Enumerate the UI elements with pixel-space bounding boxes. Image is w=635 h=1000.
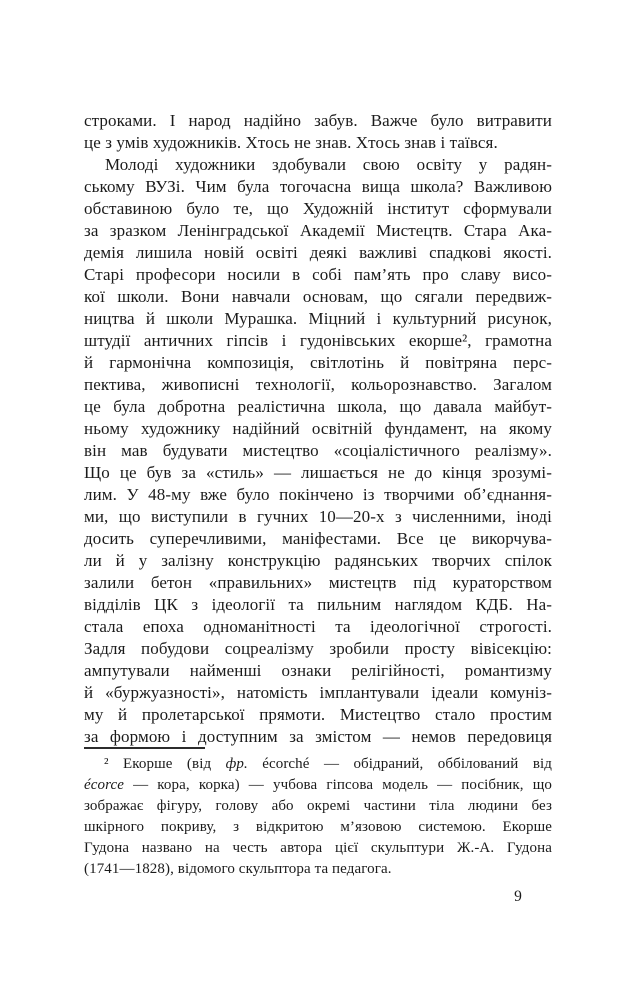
text-line: досить суперечливими, маніфестами. Все це викорчува- bbox=[84, 529, 552, 548]
footnote-text: Екорше (від bbox=[108, 756, 226, 772]
text-line: за формою і доступним за змістом — немов передовиця bbox=[84, 727, 552, 746]
text-line: Що це був за «стиль» — лишається не до кінця зрозумі- bbox=[84, 463, 552, 482]
text-line: відділів ЦК з ідеології та пильним наглядом КДБ. На- bbox=[84, 595, 552, 614]
footnote-divider bbox=[84, 747, 205, 749]
text-line: штудії античних гіпсів і гудонівських екорше², грамотна bbox=[84, 331, 552, 350]
footnote-language-abbrev: фр. bbox=[225, 756, 248, 772]
text-line: ми, що виступили в гучних 10—20-х з численними, іноді bbox=[84, 507, 552, 526]
text-line: Старі професори носили в собі пам’ять про славу висо- bbox=[84, 265, 552, 284]
footnote-line bbox=[84, 754, 552, 775]
text-line: й «буржуазності», натомість імплантували ідеали комуніз- bbox=[84, 683, 552, 702]
text-line: це була добротна реалістична школа, що давала майбут- bbox=[84, 397, 552, 416]
footnote-line: (1741—1828), відомого скульптора та педагога. bbox=[84, 861, 392, 877]
footnote-line: зображає фігуру, голову або окремі частини тіла людини без bbox=[84, 798, 552, 814]
footnote-text: — кора, корка) — учбова гіпсова модель — посібник, що bbox=[124, 777, 552, 793]
text-line: ампутували найменші ознаки релігійності, романтизму bbox=[84, 661, 552, 680]
footnote-marker: ² bbox=[104, 756, 109, 772]
text-line: демія лишила новій освіті деякі важливі спадкові якості. bbox=[84, 243, 552, 262]
text-line: ському ВУЗі. Чим була тогочасна вища школа? Важливою bbox=[84, 177, 552, 196]
text-line: пектива, живописні технології, кольорознавство. Загалом bbox=[84, 375, 552, 394]
footnote-line bbox=[84, 775, 552, 796]
text-line: ництва й школи Мурашка. Міцний і культурний рисунок, bbox=[84, 309, 552, 328]
footnote-line: шкірного покриву, з відкритою м’язовою системою. Екорше bbox=[84, 819, 552, 835]
text-line: за зразком Ленінградської Академії Мистецтв. Стара Ака- bbox=[84, 221, 552, 240]
footnote-line: Гудона названо на честь автора цієї скульптури Ж.-А. Гудона bbox=[84, 840, 552, 856]
main-text bbox=[84, 110, 552, 748]
page-number: 9 bbox=[514, 888, 522, 905]
text-line: Задля побудови соцреалізму зробили просту вівісекцію: bbox=[84, 639, 552, 658]
text-line: обставиною було те, що Художній інститут сформували bbox=[84, 199, 552, 218]
text-line: й гармонічна композиція, світлотінь й повітряна перс- bbox=[84, 353, 552, 372]
text-line: це з умів художників. Хтось не знав. Хтось знав і таївся. bbox=[84, 133, 498, 152]
footnote bbox=[84, 747, 552, 880]
footnote-foreign-term: écorce bbox=[84, 777, 125, 793]
footnote-text: écorché — обідраний, оббілований від bbox=[247, 756, 552, 772]
text-line: ньому художнику надійний освітній фундамент, на якому bbox=[84, 419, 552, 438]
text-line: стала епоха одноманітності та ідеологічної строгості. bbox=[84, 617, 552, 636]
text-line: залили бетон «правильних» мистецтв під кураторством bbox=[84, 573, 552, 592]
text-line: му й пролетарської прямоти. Мистецтво стало простим bbox=[84, 705, 552, 724]
text-line: лим. У 48-му вже було покінчено із творчими об’єднання- bbox=[84, 485, 552, 504]
text-line: ли й у залізну конструкцію радянських творчих спілок bbox=[84, 551, 552, 570]
text-line: Молоді художники здобували свою освіту у радян- bbox=[105, 155, 552, 174]
text-line: кої школи. Вони навчали основам, що сягали передвиж- bbox=[84, 287, 552, 306]
text-line: строками. І народ надійно забув. Важче було витравити bbox=[84, 111, 552, 130]
text-line: він мав будувати мистецтво «соціалістичного реалізму». bbox=[84, 441, 552, 460]
